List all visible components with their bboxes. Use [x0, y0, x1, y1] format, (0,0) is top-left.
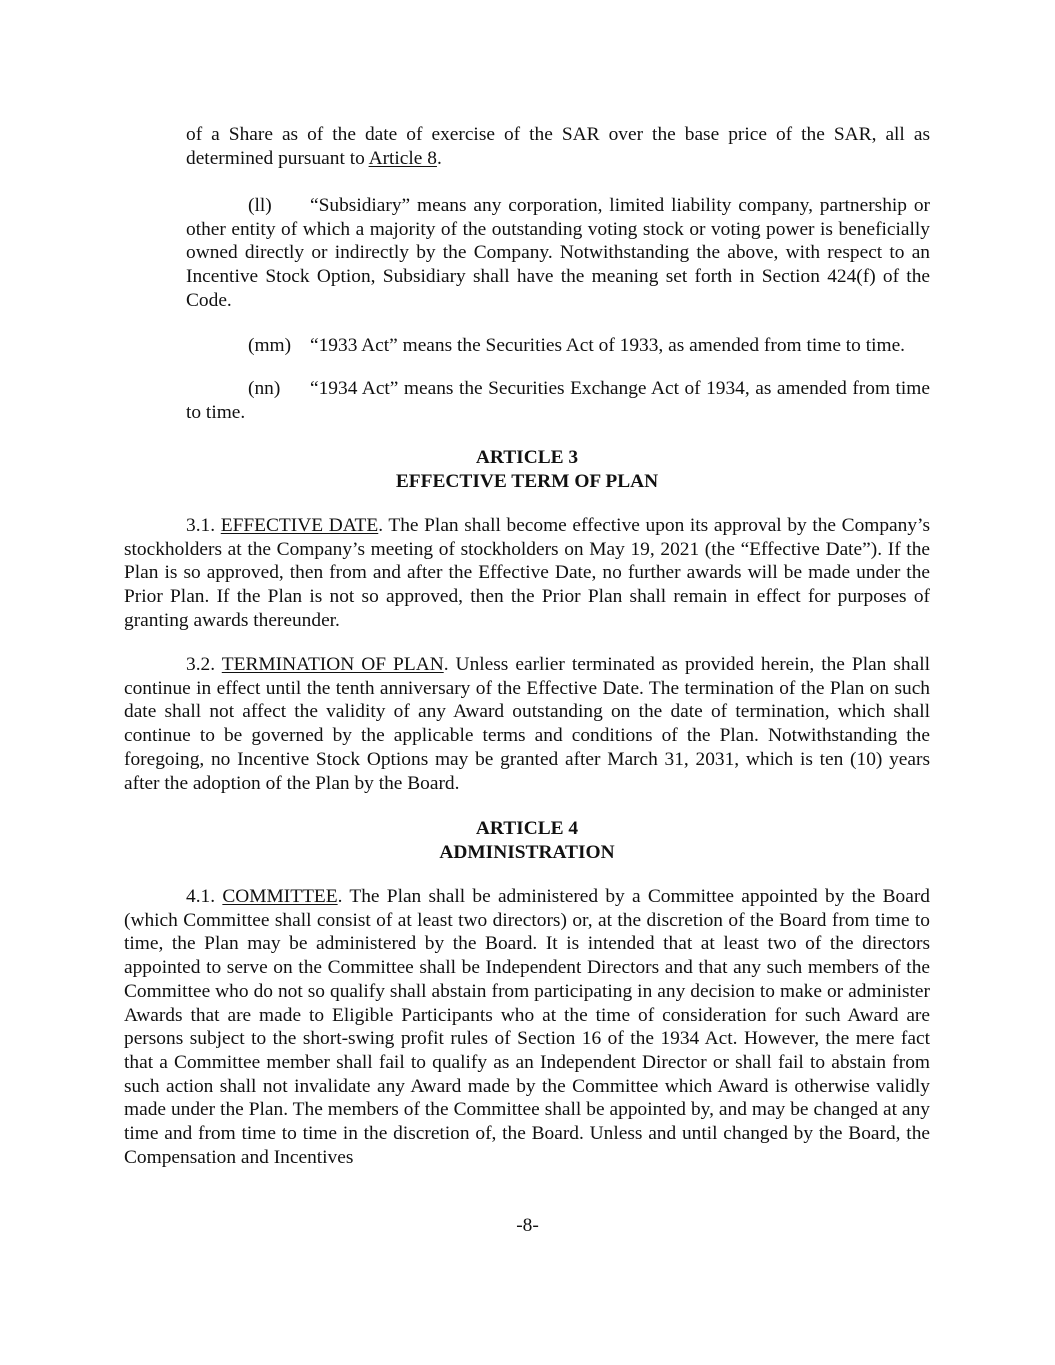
definition-1934-act [186, 377, 930, 424]
definition-text-ll: “Subsidiary” means any corporation, limited liability company, partnership or other entity of which a majority of the outstanding voting stock or voting power is beneficially owned directly or indirectly by the Company. Notwithstanding the above, with respect to an Incentive Stock Option, Subsidiary shall have the meaning set forth in Section 424(f) of the Code. [186, 195, 930, 311]
continuation-text: of a Share as of the date of exercise of the SAR over the base price of the SAR, all as determined pursuant to [186, 124, 930, 169]
section-3-2-number: 3.2. [186, 654, 216, 675]
definition-text-nn: “1934 Act” means the Securities Exchange Act of 1934, as amended from time to time. [186, 378, 930, 423]
definition-text-mm: “1933 Act” means the Securities Act of 1933, as amended from time to time. [310, 335, 906, 356]
section-4-1-number: 4.1. [186, 886, 216, 907]
definition-subsidiary [186, 194, 930, 313]
definition-label-nn: (nn) [248, 378, 281, 399]
section-3-1-heading: EFFECTIVE DATE [220, 515, 379, 536]
definition-label-mm: (mm) [248, 335, 292, 356]
continuation-tail: . [436, 147, 442, 169]
section-3-1 [124, 514, 930, 633]
section-3-2-text: . Unless earlier terminated as provided herein, the Plan shall continue in effect until the tenth anniversary of the Effective Date. The termination of the Plan on such date shall not affect the validity of any Award outstanding on the date of termination, which shall continue to be governed by the applicable terms and conditions of the Plan. Notwithstanding the foregoing, no Incentive Stock Options may be granted after March 31, 2031, which is ten (10) years after the adoption of the Plan by the Board. [124, 654, 931, 794]
section-4-1-text: . The Plan shall be administered by a Committee appointed by the Board (which Committee shall consist of at least two directors) or, at the discretion of the Board from time to time, the Plan may be administered by the Board. It is intended that at least two of the directors appointed to serve on the Committee shall be Independent Directors and that any such members of the Committee who do not so qualify shall abstain from participating in any decision to make or administer Awards that are made to Eligible Participants who at the time of consideration for such Award are persons subject to the short-swing profit rules of Section 16 of the 1934 Act. However, the mere fact that a Committee member shall fail to qualify as an Independent Director or shall fail to abstain from such action shall not invalidate any Award made by the Committee which Award is otherwise validly made under the Plan. The members of the Committee shall be appointed by, and may be changed at any time and from time to time in the discretion of, the Board. Unless and until changed by the Board, the Compensation and Incentives [124, 886, 930, 1168]
article-4-heading [124, 817, 930, 864]
definition-1933-act [186, 334, 930, 358]
definition-label-ll: (ll) [248, 195, 272, 216]
article-8-link[interactable]: Article 8 [368, 147, 437, 169]
section-3-2 [124, 653, 930, 795]
section-4-1-heading: COMMITTEE [222, 886, 338, 907]
article-3-heading [124, 446, 930, 493]
page-number: -8- [516, 1215, 539, 1236]
section-3-2-heading: TERMINATION OF PLAN [221, 654, 444, 675]
article-4-number: ARTICLE 4 [475, 818, 579, 839]
continuation-paragraph [186, 123, 930, 170]
article-3-number: ARTICLE 3 [475, 447, 579, 468]
section-3-1-text: . The Plan shall become effective upon its approval by the Company’s stockholders at the Company’s meeting of stockholders on May 19, 2021 (the “Effective Date”). If the Plan is so approved, then from and after the Effective Date, no further awards will be made under the Prior Plan. If the Plan is not so approved, then the Prior Plan shall remain in effect for purposes of granting awards thereunder. [124, 515, 930, 631]
article-4-title: ADMINISTRATION [439, 841, 615, 863]
section-4-1 [124, 885, 930, 1169]
section-3-1-number: 3.1. [186, 515, 216, 536]
article-3-title: EFFECTIVE TERM OF PLAN [395, 470, 659, 492]
